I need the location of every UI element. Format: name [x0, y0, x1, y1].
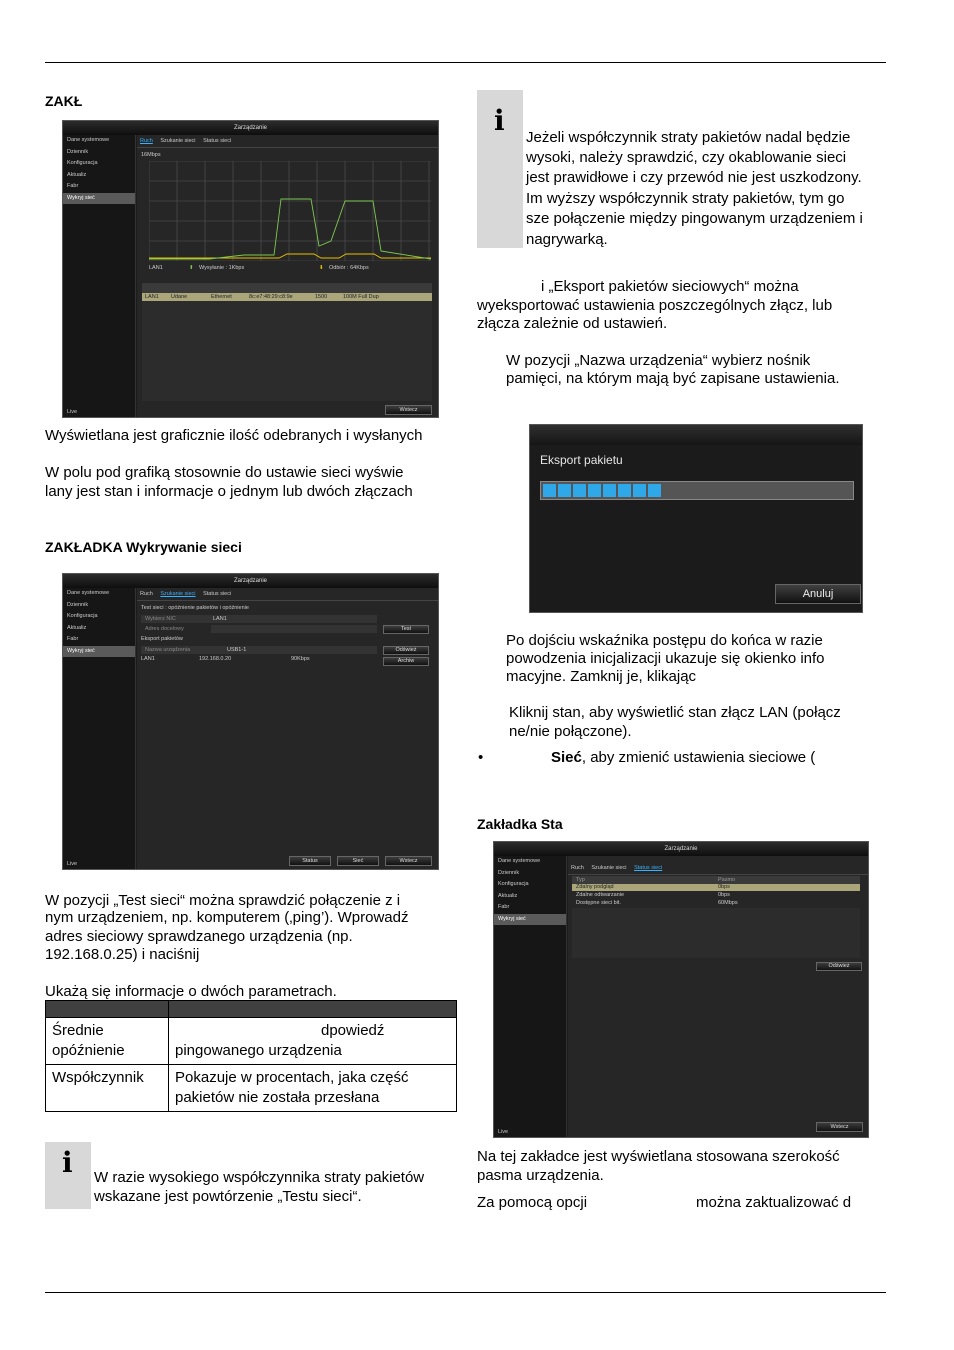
para-3: Ukażą się informacje o dwóch parametrach.	[45, 983, 337, 1000]
window-title: Zarządzanie	[494, 842, 868, 856]
progress-fill	[543, 484, 672, 497]
para-4-line1: Na tej zakładce jest wyświetlana stosowana szerokość	[477, 1148, 840, 1165]
window-title: Zarządzanie	[63, 574, 438, 588]
cell: 0bps	[718, 884, 730, 890]
traffic-screenshot	[62, 120, 439, 418]
info-line: jest prawidłowe i czy przewód nie jest uszkodzony.	[526, 169, 862, 186]
cell: Udane	[171, 294, 188, 300]
back-button[interactable]: Wstecz	[385, 856, 432, 866]
export-line3: złącza zależnie od ustawień.	[477, 315, 668, 332]
info-line: wysoki, należy sprawdzić, czy okablowanie sieci	[526, 149, 847, 166]
info-line: sze połączenie między pingowanym urządzeniem i	[526, 210, 863, 227]
window-title: Zarządzanie	[63, 121, 438, 135]
progress-segment	[648, 484, 661, 497]
export-title: Eksport pakietów	[141, 636, 183, 642]
progress-segment	[603, 484, 616, 497]
nic-label: Wybierz NIC	[145, 616, 176, 622]
info-icon: i	[494, 104, 505, 137]
menu-item-selected[interactable]: Wykryj sieć	[494, 914, 566, 926]
cell: Zdalne odtwarzanie	[576, 892, 625, 898]
info-line: Im wyższy współczynnik straty pakietów, tym go	[526, 190, 845, 207]
section-heading: Zakładka Sta	[477, 816, 563, 832]
menu-item[interactable]: Aktualiz	[67, 171, 87, 178]
live-label[interactable]: Live	[67, 409, 78, 415]
test-button[interactable]: Test	[383, 625, 429, 634]
table-header	[572, 876, 860, 884]
progress-segment	[618, 484, 631, 497]
live-label[interactable]: Live	[67, 861, 78, 867]
test-title: Test sieci : opóźnienie pakietów i opóźnienie	[141, 605, 249, 611]
cell: 90Kbps	[291, 656, 310, 662]
para-1-line1: W polu pod grafiką stosownie do ustawie sieci wyświe	[45, 464, 404, 481]
tab-bar	[137, 135, 438, 148]
side-menu	[63, 135, 136, 417]
progress-segment	[573, 484, 586, 497]
back-button[interactable]: Wstecz	[385, 405, 432, 415]
send-rate: Wysyłanie : 1Kbps	[199, 265, 245, 271]
table-header	[142, 283, 432, 293]
cell: pingowanego urządzenia	[175, 1042, 342, 1059]
bottom-rule	[45, 1292, 886, 1293]
menu-item[interactable]: Dziennik	[67, 148, 89, 155]
info-line: Jeżeli współczynnik straty pakietów nadal będzie	[526, 129, 851, 146]
tab-traffic[interactable]: Ruch	[140, 591, 153, 597]
table-row	[46, 1065, 457, 1112]
tab-search[interactable]: Szukanie sieci	[160, 138, 196, 144]
menu-item[interactable]: Fabr	[67, 183, 79, 189]
menu-item[interactable]: Aktualiz	[498, 892, 518, 899]
menu-item[interactable]: Dziennik	[67, 601, 89, 608]
progress-segment	[588, 484, 601, 497]
info-line: nagrywarką.	[526, 231, 608, 248]
cell: Pokazuje w procentach, jaka część	[175, 1069, 409, 1086]
info-icon: i	[62, 1146, 73, 1179]
dialog-titlebar	[530, 425, 862, 445]
side-menu	[494, 856, 567, 1137]
bullet-dot: •	[478, 749, 484, 766]
lan-label: LAN1	[149, 265, 163, 271]
send-arrow-icon: ⬆	[189, 265, 194, 271]
menu-item[interactable]: Dane systemowe	[498, 858, 541, 864]
cell: dpowiedź	[321, 1022, 385, 1039]
tab-status[interactable]: Status sieci	[203, 138, 232, 144]
network-button[interactable]: Sieć	[337, 856, 379, 866]
menu-item[interactable]: Dane systemowe	[67, 590, 110, 596]
cell: 0bps	[718, 892, 730, 898]
info-line2: wskazane jest powtórzenie „Testu sieci“.	[94, 1188, 362, 1205]
para-4-line2: pasma urządzenia.	[477, 1167, 604, 1184]
live-label[interactable]: Live	[498, 1129, 509, 1135]
col-bandwidth: Pasmo	[718, 877, 736, 883]
refresh-button[interactable]: Odśwież	[816, 962, 862, 971]
tab-bar	[137, 588, 438, 601]
menu-item[interactable]: Fabr	[67, 636, 79, 642]
menu-item[interactable]: Konfiguracja	[498, 881, 529, 887]
traffic-graph	[149, 161, 431, 261]
para-2-line4: 192.168.0.25) i naciśnij	[45, 946, 200, 963]
graph-scale: 16Mbps	[141, 152, 161, 158]
cell: Średnie	[52, 1022, 104, 1039]
recv-rate: Odbiór : 64Kbps	[329, 265, 369, 271]
step3-line2: ne/nie połączone).	[509, 723, 632, 740]
refresh-button[interactable]: Odśwież	[383, 646, 429, 655]
menu-item-selected[interactable]: Wykryj sieć	[63, 646, 135, 658]
addr-label: Adres docelowy	[145, 626, 184, 632]
para-2-line1: W pozycji „Test sieci“ można sprawdzić połączenie z i	[45, 892, 401, 909]
cell: Zdalny podgląd	[576, 884, 614, 890]
tab-status[interactable]: Status sieci	[634, 865, 663, 871]
archive-button[interactable]: Archiw	[383, 657, 429, 666]
recv-arrow-icon: ⬇	[319, 265, 324, 271]
step2-line2: powodzenia inicjalizacji ukazuje się okienko info	[506, 650, 825, 667]
bullet-rest: , aby zmienić ustawienia sieciowe (	[581, 749, 816, 766]
section-heading: ZAKŁADKA Wykrywanie sieci	[45, 539, 242, 555]
cell: Dostępne sieci bit.	[576, 900, 621, 906]
table-row	[46, 1018, 457, 1065]
nic-row[interactable]	[141, 615, 377, 623]
section-heading: ZAKŁ	[45, 93, 83, 109]
para-5-right: można zaktualizować d	[696, 1194, 852, 1211]
table-body	[142, 301, 432, 401]
progress-bar	[540, 481, 854, 500]
step2-line1: Po dojściu wskaźnika postępu do końca w razie	[506, 632, 823, 649]
cell: 192.168.0.20	[199, 656, 232, 662]
para-1-line2: lany jest stan i informacje o jednym lub dwóch złączach	[45, 483, 413, 500]
menu-item[interactable]: Dziennik	[498, 869, 520, 876]
back-button[interactable]: Wstecz	[816, 1122, 863, 1132]
menu-item-selected[interactable]: Wykryj sieć	[63, 193, 135, 205]
side-menu	[63, 588, 136, 869]
export-line1: i „Eksport pakietów sieciowych“ można	[541, 278, 799, 295]
main-panel	[137, 588, 438, 869]
export-line2: wyeksportować ustawienia poszczególnych złącz, lub	[477, 297, 833, 314]
menu-item[interactable]: Aktualiz	[67, 624, 87, 631]
cell: LAN1	[141, 656, 155, 662]
progress-segment	[633, 484, 646, 497]
cell: opóźnienie	[52, 1042, 125, 1059]
step1-line1: W pozycji „Nazwa urządzenia“ wybierz nośnik	[506, 352, 811, 369]
para-5-left: Za pomocą opcji	[477, 1194, 588, 1211]
bullet-text	[551, 748, 815, 767]
parameters-table	[45, 1000, 457, 1112]
para-2-line3: adres sieciowy sprawdzanego urządzenia (np.	[45, 928, 353, 945]
cell: 60Mbps	[718, 900, 738, 906]
device-value[interactable]: USB1-1	[227, 647, 247, 653]
para-2-line2: nym urządzeniem, np. komputerem (‚ping’). Wprowadź	[45, 909, 409, 926]
cell: pakietów nie została przesłana	[175, 1089, 380, 1106]
step2-line3: macyjne. Zamknij je, klikając	[506, 668, 697, 685]
main-panel	[568, 856, 868, 1137]
top-rule	[45, 62, 886, 63]
cell: Współczynnik	[52, 1069, 144, 1086]
tab-traffic[interactable]: Ruch	[571, 865, 584, 871]
menu-item[interactable]: Konfiguracja	[67, 160, 98, 166]
step1-line2: pamięci, na którym mają być zapisane ustawienia.	[506, 370, 840, 387]
progress-segment	[558, 484, 571, 497]
nic-value[interactable]: LAN1	[213, 616, 227, 622]
tab-status[interactable]: Status sieci	[203, 591, 232, 597]
detection-screenshot	[62, 573, 439, 870]
status-screenshot	[493, 841, 869, 1138]
bullet-bold: Sieć	[551, 749, 582, 766]
device-label: Nazwa urządzenia	[145, 647, 191, 653]
menu-item[interactable]: Konfiguracja	[67, 613, 98, 619]
tab-search[interactable]: Szukanie sieci	[591, 865, 627, 871]
menu-item[interactable]: Fabr	[498, 904, 510, 910]
cancel-button[interactable]: Anuluj	[775, 584, 861, 604]
cell: LAN1	[145, 294, 159, 300]
menu-item[interactable]: Dane systemowe	[67, 137, 110, 143]
tab-search[interactable]: Szukanie sieci	[160, 591, 196, 597]
cell: 8c:e7:48:29:c8:9e	[249, 294, 293, 300]
col-type: Typ	[576, 877, 585, 883]
caption-1: Wyświetlana jest graficznie ilość odebranych i wysłanych	[45, 427, 423, 444]
step3-line1: Kliknij stan, aby wyświetlić stan złącz LAN (połącz	[509, 704, 841, 721]
info-line1: W razie wysokiego współczynnika straty pakietów	[94, 1169, 425, 1186]
table-body	[572, 908, 860, 958]
status-button[interactable]: Status	[289, 856, 331, 866]
main-panel	[137, 135, 438, 417]
tab-traffic[interactable]: Ruch	[140, 138, 153, 144]
table-header	[46, 1001, 457, 1018]
cell: Ethernet	[211, 294, 232, 300]
progress-segment	[543, 484, 556, 497]
tab-bar	[568, 862, 868, 875]
table-row-selected[interactable]	[572, 884, 860, 891]
cell: 100M Full Dup	[343, 294, 379, 300]
dialog-title: Eksport pakietu	[540, 453, 623, 467]
export-dialog	[529, 424, 863, 613]
addr-input[interactable]	[211, 625, 377, 633]
cell: 1500	[315, 294, 328, 300]
